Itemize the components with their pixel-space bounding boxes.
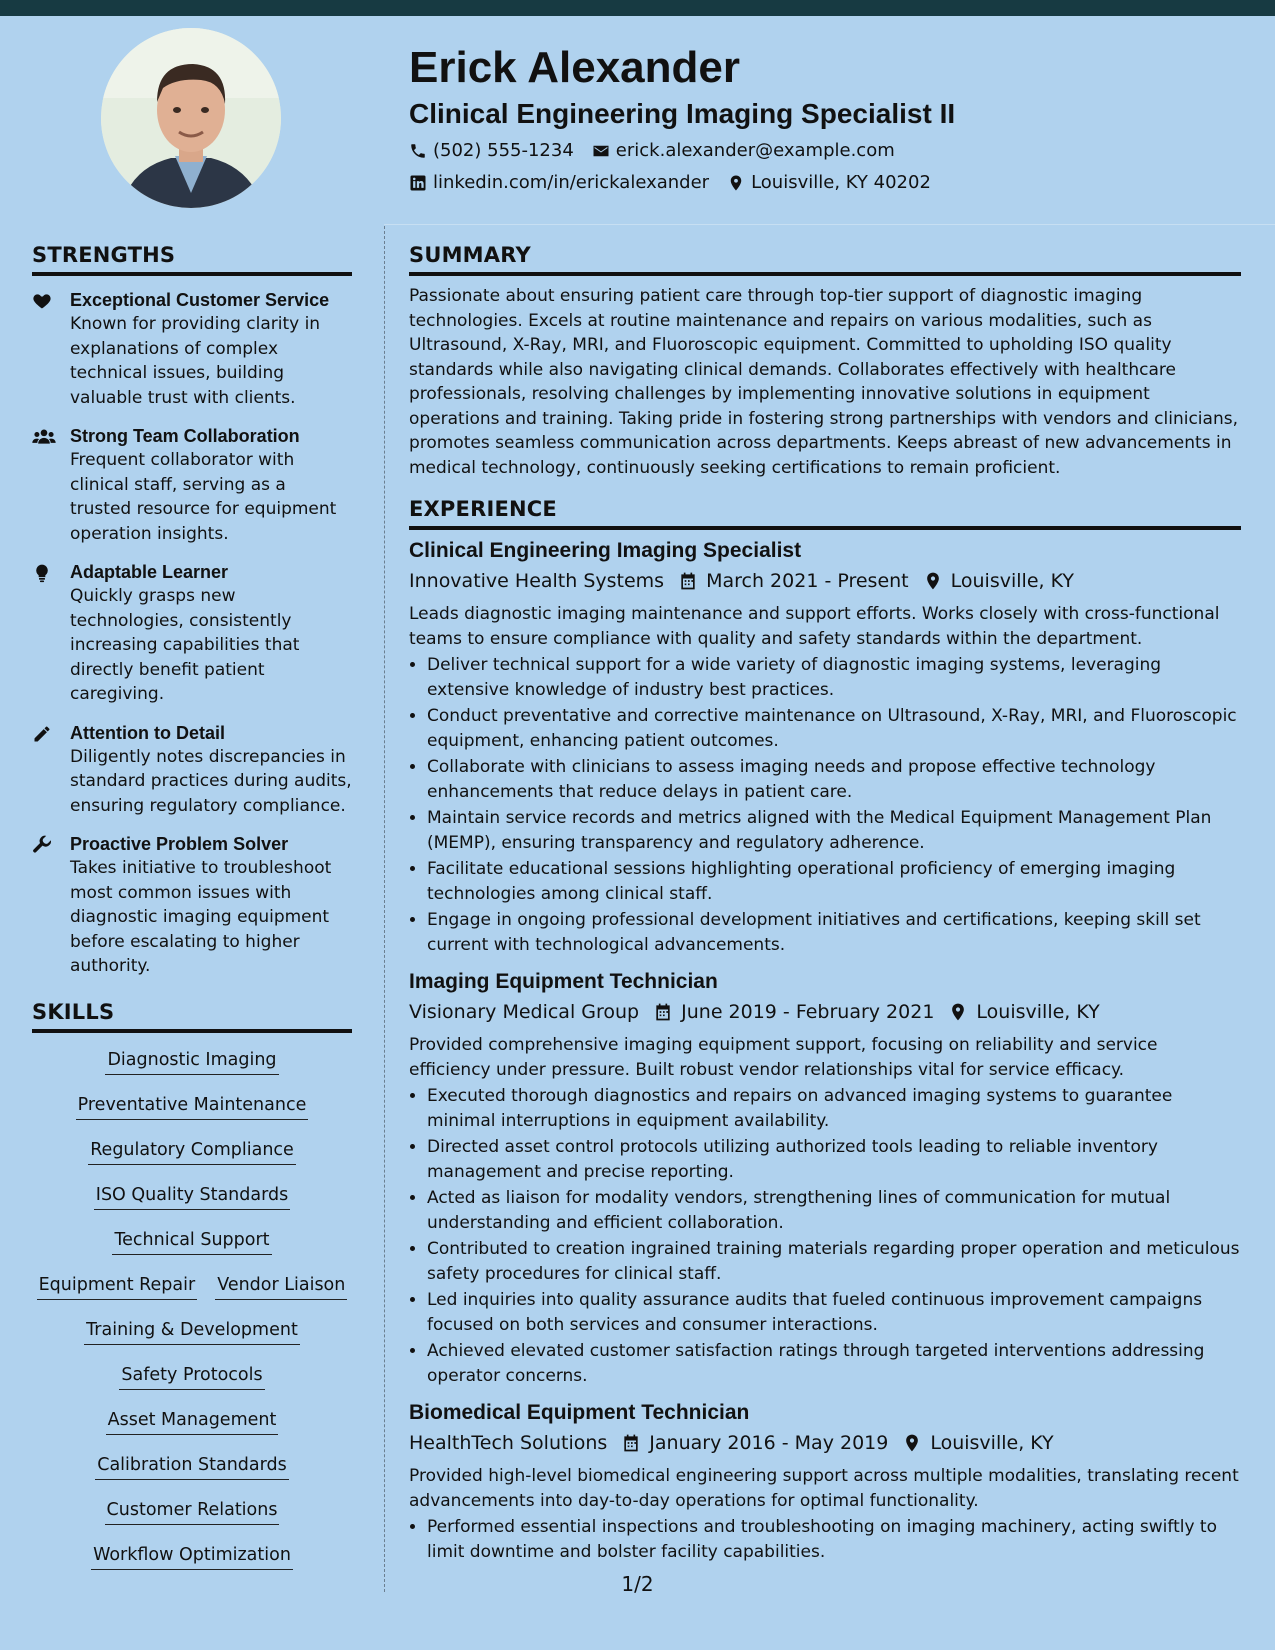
strength-title: Attention to Detail bbox=[70, 722, 225, 743]
job-entry bbox=[409, 967, 1241, 1388]
contact-row-1 bbox=[409, 138, 1229, 164]
job-bullet: • Maintain service records and metrics aligned with the Medical Equipment Management Plan (MEMP), ensuring transparency and regulatory adherence. bbox=[427, 806, 1241, 855]
job-bullets bbox=[409, 1515, 1241, 1564]
right-column bbox=[409, 240, 1241, 1574]
job-meta bbox=[409, 1428, 1241, 1458]
lightbulb-icon bbox=[32, 563, 52, 583]
map-marker-icon bbox=[902, 1433, 922, 1453]
job-company: HealthTech Solutions bbox=[409, 1432, 608, 1454]
job-bullet: • Executed thorough diagnostics and repairs on advanced imaging systems to guarantee minimal interruptions in equipment availability. bbox=[427, 1084, 1241, 1133]
summary-heading: SUMMARY bbox=[409, 240, 1241, 276]
skill-tag: Equipment Repair bbox=[37, 1272, 198, 1300]
skill-tag: Customer Relations bbox=[105, 1497, 280, 1525]
strength-desc: Takes initiative to troubleshoot most common issues with diagnostic imaging equipment before escalating to higher authority. bbox=[70, 858, 332, 976]
candidate-name: Erick Alexander bbox=[409, 43, 740, 92]
linkedin-icon bbox=[409, 174, 427, 192]
page-number: 1/2 bbox=[621, 1572, 654, 1596]
strengths-list bbox=[32, 288, 352, 979]
email-contact[interactable] bbox=[592, 138, 895, 164]
location-contact bbox=[727, 170, 931, 196]
location-text: Louisville, KY 40202 bbox=[751, 172, 931, 193]
header bbox=[409, 40, 1229, 202]
summary-text: Passionate about ensuring patient care through top-tier support of diagnostic imaging technologies. Excels at routine maintenance and repairs on various modalities, such as Ultrasound, X-Ray, MRI, and Fluoroscopic equipment. Committed to upholding ISO quality standards while also navigating clinical demands. Collaborates effectively with healthcare professionals, resolving challenges by implementing innovative solutions in equipment operations and training. Taking pride in fostering strong partnerships with vendors and clinicians, promotes seamless communication across departments. Keeps abreast of new advancements in medical technology, continuously seeking certifications to remain proficient. bbox=[409, 286, 1238, 478]
envelope-icon bbox=[592, 142, 610, 160]
calendar-icon bbox=[653, 1002, 673, 1022]
avatar bbox=[101, 28, 281, 208]
strength-title: Adaptable Learner bbox=[70, 562, 229, 582]
strength-item bbox=[32, 560, 352, 707]
strength-desc: Quickly grasps new technologies, consistently increasing capabilities that directly benefit patient caregiving. bbox=[70, 586, 300, 704]
skill-tag: Calibration Standards bbox=[95, 1452, 289, 1480]
map-marker-icon bbox=[948, 1002, 968, 1022]
job-meta bbox=[409, 997, 1241, 1027]
job-bullet: • Conduct preventative and corrective maintenance on Ultrasound, X-Ray, MRI, and Fluoroscopic equipment, enhancing patient outcomes. bbox=[427, 704, 1241, 753]
strength-desc: Diligently notes discrepancies in standard practices during audits, ensuring regulatory compliance. bbox=[70, 746, 352, 816]
job-description: Leads diagnostic imaging maintenance and support efforts. Works closely with cross-functional teams to ensure compliance with quality and safety standards within the department. bbox=[409, 604, 1220, 649]
job-description: Provided comprehensive imaging equipment support, focusing on reliability and service efficiency under pressure. Built robust vendor relationships vital for service efficacy. bbox=[409, 1035, 1158, 1080]
map-marker-icon bbox=[923, 571, 943, 591]
job-bullet: • Acted as liaison for modality vendors, strengthening lines of communication for mutual understanding and efficient collaboration. bbox=[427, 1186, 1241, 1235]
job-bullet: • Facilitate educational sessions highlighting operational proficiency of emerging imaging technologies among clinical staff. bbox=[427, 857, 1241, 906]
skill-tag: Regulatory Compliance bbox=[88, 1137, 296, 1165]
job-company: Innovative Health Systems bbox=[409, 570, 665, 592]
strength-desc: Known for providing clarity in explanations of complex technical issues, building valuable trust with clients. bbox=[70, 314, 321, 408]
calendar-icon bbox=[678, 571, 698, 591]
skill-tag: Training & Development bbox=[84, 1317, 300, 1345]
skill-tag: Technical Support bbox=[112, 1227, 271, 1255]
strength-desc: Frequent collaborator with clinical staff, serving as a trusted resource for equipment operation insights. bbox=[70, 450, 337, 544]
strength-item bbox=[32, 721, 352, 819]
skill-tag: Preventative Maintenance bbox=[76, 1092, 309, 1120]
job-bullet: • Engage in ongoing professional development initiatives and certifications, keeping skill set current with technological advancements. bbox=[427, 908, 1241, 957]
job-bullet: • Led inquiries into quality assurance audits that fueled continuous improvement campaigns focused on both services and consumer interactions. bbox=[427, 1288, 1241, 1337]
linkedin-text: linkedin.com/in/erickalexander bbox=[433, 172, 710, 193]
strength-title: Proactive Problem Solver bbox=[70, 834, 289, 854]
job-bullets bbox=[409, 1084, 1241, 1388]
phone-icon bbox=[409, 142, 427, 160]
phone-contact[interactable] bbox=[409, 138, 574, 164]
job-bullet: • Performed essential inspections and troubleshooting on imaging machinery, acting swiftly to limit downtime and bolster facility capabilities. bbox=[427, 1515, 1241, 1564]
strength-title: Exceptional Customer Service bbox=[70, 290, 330, 310]
job-entry bbox=[409, 536, 1241, 957]
left-column bbox=[32, 240, 352, 1587]
skill-tag: ISO Quality Standards bbox=[94, 1182, 290, 1210]
job-location: Louisville, KY bbox=[950, 570, 1074, 592]
linkedin-contact[interactable] bbox=[409, 170, 709, 196]
job-dates: March 2021 - Present bbox=[706, 570, 909, 592]
job-title: Biomedical Equipment Technician bbox=[409, 1401, 750, 1424]
phone-text: (502) 555-1234 bbox=[433, 140, 574, 161]
strength-item bbox=[32, 288, 352, 410]
job-bullet: • Achieved elevated customer satisfaction ratings through targeted interventions addressing operator concerns. bbox=[427, 1339, 1241, 1388]
users-icon bbox=[32, 427, 56, 447]
top-accent-bar bbox=[0, 0, 1275, 16]
skill-tag: Safety Protocols bbox=[119, 1362, 264, 1390]
job-location: Louisville, KY bbox=[976, 1001, 1100, 1023]
strength-item bbox=[32, 832, 352, 979]
pencil-icon bbox=[32, 724, 52, 744]
strength-title: Strong Team Collaboration bbox=[70, 426, 300, 446]
job-company: Visionary Medical Group bbox=[409, 1001, 640, 1023]
skill-tag: Vendor Liaison bbox=[215, 1272, 347, 1300]
job-bullet: • Deliver technical support for a wide variety of diagnostic imaging systems, leveraging extensive knowledge of industry best practices. bbox=[427, 653, 1241, 702]
contact-row-2 bbox=[409, 170, 1229, 196]
job-meta bbox=[409, 566, 1241, 596]
header-divider bbox=[384, 224, 1275, 225]
skills-list bbox=[32, 1047, 352, 1570]
strengths-heading: STRENGTHS bbox=[32, 240, 352, 276]
map-marker-icon bbox=[727, 174, 745, 192]
skill-tag: Workflow Optimization bbox=[91, 1542, 293, 1570]
job-bullets bbox=[409, 653, 1241, 957]
skill-tag: Asset Management bbox=[106, 1407, 279, 1435]
skill-tag: Diagnostic Imaging bbox=[105, 1047, 278, 1075]
calendar-icon bbox=[621, 1433, 641, 1453]
job-dates: January 2016 - May 2019 bbox=[649, 1432, 889, 1454]
skills-heading: SKILLS bbox=[32, 997, 352, 1033]
job-dates: June 2019 - February 2021 bbox=[681, 1001, 935, 1023]
job-bullet: • Contributed to creation ingrained training materials regarding proper operation and meticulous safety procedures for clinical staff. bbox=[427, 1237, 1241, 1286]
job-location: Louisville, KY bbox=[930, 1432, 1054, 1454]
email-text: erick.alexander@example.com bbox=[615, 140, 895, 161]
heart-icon bbox=[32, 291, 52, 311]
strength-item bbox=[32, 424, 352, 546]
column-divider bbox=[384, 226, 385, 1592]
job-title: Imaging Equipment Technician bbox=[409, 970, 718, 993]
job-bullet: • Collaborate with clinicians to assess imaging needs and propose effective technology enhancements that reduce delays in patient care. bbox=[427, 755, 1241, 804]
profile-photo bbox=[101, 28, 281, 208]
job-entry bbox=[409, 1398, 1241, 1564]
wrench-icon bbox=[32, 835, 52, 855]
experience-heading: EXPERIENCE bbox=[409, 494, 1241, 530]
job-description: Provided high-level biomedical engineering support across multiple modalities, translating recent advancements into day-to-day operations for optimal functionality. bbox=[409, 1466, 1239, 1511]
candidate-role: Clinical Engineering Imaging Specialist II bbox=[409, 98, 956, 129]
job-bullet: • Directed asset control protocols utilizing authorized tools leading to reliable inventory management and precise reporting. bbox=[427, 1135, 1241, 1184]
job-title: Clinical Engineering Imaging Specialist bbox=[409, 539, 802, 562]
